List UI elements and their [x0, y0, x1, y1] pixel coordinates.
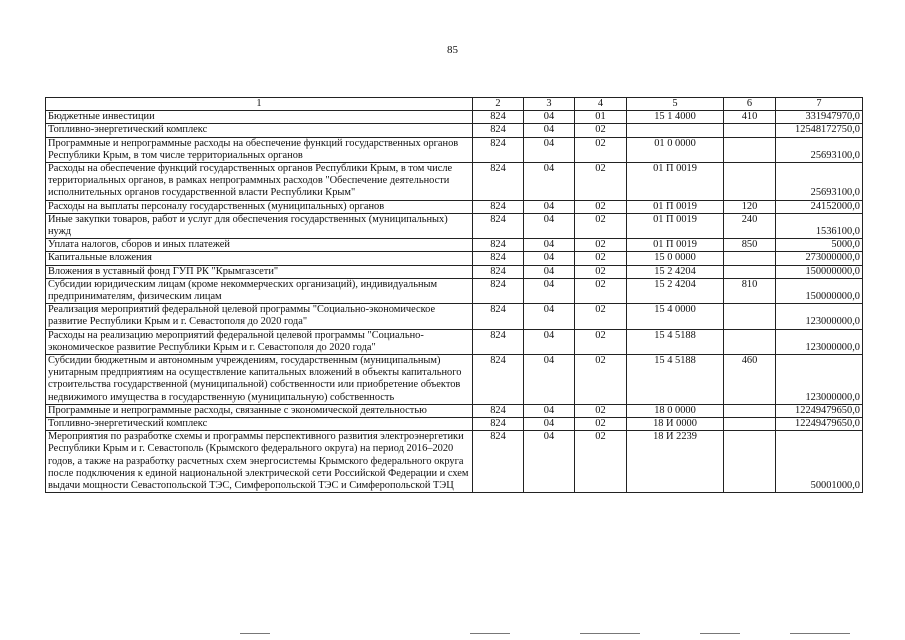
cell-section: 04	[524, 418, 575, 431]
cell-subsection: 02	[575, 431, 627, 493]
cell-amount: 5000,0	[776, 239, 863, 252]
cell-subsection: 02	[575, 329, 627, 354]
cell-target-article: 15 0 0000	[627, 252, 724, 265]
cell-admin-code: 824	[473, 404, 524, 417]
table-row	[46, 163, 863, 201]
cell-admin-code: 824	[473, 163, 524, 201]
cell-target-article: 15 2 4204	[627, 278, 724, 303]
cell-name: Иные закупки товаров, работ и услуг для обеспечения государственных (муниципальных) нужд	[46, 213, 473, 238]
cell-amount: 331947970,0	[776, 111, 863, 124]
header-cell: 1	[46, 98, 473, 111]
cell-subsection: 02	[575, 304, 627, 329]
cell-target-article: 18 И 2239	[627, 431, 724, 493]
cell-amount: 25693100,0	[776, 137, 863, 162]
cell-admin-code: 824	[473, 239, 524, 252]
cell-subsection: 02	[575, 200, 627, 213]
table-row	[46, 329, 863, 354]
cell-subsection: 02	[575, 404, 627, 417]
cell-subsection: 02	[575, 252, 627, 265]
cell-name: Топливно-энергетический комплекс	[46, 124, 473, 137]
cell-expense-type: 120	[724, 200, 776, 213]
cell-admin-code: 824	[473, 252, 524, 265]
cell-section: 04	[524, 239, 575, 252]
cell-section: 04	[524, 163, 575, 201]
cell-amount: 123000000,0	[776, 304, 863, 329]
cell-subsection: 02	[575, 418, 627, 431]
cell-admin-code: 824	[473, 213, 524, 238]
cell-name: Реализация мероприятий федеральной целевой программы "Социально-экономическое развитие Республики Крым и г. Севастополя до 2020 года"	[46, 304, 473, 329]
cell-subsection: 02	[575, 355, 627, 405]
cell-admin-code: 824	[473, 200, 524, 213]
cell-expense-type	[724, 304, 776, 329]
cell-target-article: 01 0 0000	[627, 137, 724, 162]
cell-subsection: 02	[575, 265, 627, 278]
cell-amount: 273000000,0	[776, 252, 863, 265]
header-cell: 2	[473, 98, 524, 111]
cell-amount: 50001000,0	[776, 431, 863, 493]
table-row	[46, 213, 863, 238]
cell-subsection: 02	[575, 213, 627, 238]
table-row	[46, 200, 863, 213]
table-row	[46, 252, 863, 265]
cell-subsection: 01	[575, 111, 627, 124]
cell-amount: 1536100,0	[776, 213, 863, 238]
cell-section: 04	[524, 329, 575, 354]
cell-section: 04	[524, 278, 575, 303]
cell-amount: 123000000,0	[776, 355, 863, 405]
cell-expense-type	[724, 418, 776, 431]
cell-section: 04	[524, 111, 575, 124]
cell-name: Мероприятия по разработке схемы и программы перспективного развития электроэнергетики Республики Крым и г. Севастополь (Крымского федерального округа) на период 2016–2020 годов, а также на разработку расчетных схем энергосистемы Крымского федерального округа после подключения к единой национальной электрической сети Российской Федерации и схем выдачи мощности Севастопольской ТЭС, Симферопольской ТЭС и Симферопольской ТЭЦ	[46, 431, 473, 493]
cell-section: 04	[524, 213, 575, 238]
header-cell: 5	[627, 98, 724, 111]
cell-section: 04	[524, 252, 575, 265]
cell-section: 04	[524, 124, 575, 137]
cell-expense-type: 460	[724, 355, 776, 405]
cell-name: Расходы на реализацию мероприятий федеральной целевой программы "Социально-экономическое развитие Республики Крым и г. Севастополя до 2020 года"	[46, 329, 473, 354]
header-cell: 4	[575, 98, 627, 111]
header-cell: 3	[524, 98, 575, 111]
cell-admin-code: 824	[473, 124, 524, 137]
cell-section: 04	[524, 200, 575, 213]
cell-subsection: 02	[575, 124, 627, 137]
scan-artifact-line	[470, 633, 510, 634]
cell-amount: 25693100,0	[776, 163, 863, 201]
cell-admin-code: 824	[473, 137, 524, 162]
cell-subsection: 02	[575, 278, 627, 303]
cell-target-article: 15 4 5188	[627, 355, 724, 405]
cell-admin-code: 824	[473, 418, 524, 431]
cell-expense-type	[724, 329, 776, 354]
cell-section: 04	[524, 265, 575, 278]
cell-name: Вложения в уставный фонд ГУП РК "Крымгазсети"	[46, 265, 473, 278]
scan-artifact-line	[240, 633, 270, 634]
cell-expense-type: 410	[724, 111, 776, 124]
cell-section: 04	[524, 304, 575, 329]
table-row	[46, 431, 863, 493]
table-row	[46, 239, 863, 252]
cell-admin-code: 824	[473, 111, 524, 124]
cell-admin-code: 824	[473, 431, 524, 493]
cell-target-article	[627, 124, 724, 137]
cell-target-article: 15 4 0000	[627, 304, 724, 329]
table-row	[46, 418, 863, 431]
cell-name: Топливно-энергетический комплекс	[46, 418, 473, 431]
cell-amount: 24152000,0	[776, 200, 863, 213]
cell-target-article: 18 И 0000	[627, 418, 724, 431]
cell-amount: 150000000,0	[776, 278, 863, 303]
cell-amount: 12548172750,0	[776, 124, 863, 137]
scan-artifact-line	[790, 633, 850, 634]
cell-section: 04	[524, 137, 575, 162]
cell-expense-type	[724, 137, 776, 162]
cell-name: Расходы на обеспечение функций государственных органов Республики Крым, в том числе территориальных органов, в рамках непрограммных расходов "Обеспечение деятельности исполнительных органов государственной власти Республики Крым"	[46, 163, 473, 201]
cell-expense-type	[724, 404, 776, 417]
cell-admin-code: 824	[473, 278, 524, 303]
cell-amount: 150000000,0	[776, 265, 863, 278]
table-row	[46, 278, 863, 303]
cell-target-article: 01 П 0019	[627, 200, 724, 213]
scan-artifact-line	[700, 633, 740, 634]
cell-admin-code: 824	[473, 265, 524, 278]
cell-name: Бюджетные инвестиции	[46, 111, 473, 124]
cell-amount: 12249479650,0	[776, 404, 863, 417]
cell-name: Программные и непрограммные расходы, связанные с экономической деятельностью	[46, 404, 473, 417]
cell-subsection: 02	[575, 239, 627, 252]
cell-target-article: 01 П 0019	[627, 239, 724, 252]
cell-target-article: 18 0 0000	[627, 404, 724, 417]
table-row	[46, 137, 863, 162]
cell-expense-type	[724, 265, 776, 278]
cell-admin-code: 824	[473, 355, 524, 405]
cell-name: Субсидии бюджетным и автономным учреждениям, государственным (муниципальным) унитарным предприятиям на осуществление капитальных вложений в объекты капитального строительства государственной (муниципальной) собственности или приобретение объектов недвижимого имущества в государственную (муниципальную) собственность	[46, 355, 473, 405]
table-row	[46, 265, 863, 278]
cell-target-article: 01 П 0019	[627, 213, 724, 238]
cell-amount: 12249479650,0	[776, 418, 863, 431]
scan-artifact-line	[580, 633, 640, 634]
cell-target-article: 01 П 0019	[627, 163, 724, 201]
cell-name: Расходы на выплаты персоналу государственных (муниципальных) органов	[46, 200, 473, 213]
cell-subsection: 02	[575, 137, 627, 162]
page-number: 85	[447, 44, 458, 56]
header-cell: 6	[724, 98, 776, 111]
cell-target-article: 15 4 5188	[627, 329, 724, 354]
budget-table	[45, 97, 863, 493]
cell-expense-type	[724, 124, 776, 137]
cell-section: 04	[524, 431, 575, 493]
cell-expense-type	[724, 252, 776, 265]
cell-name: Уплата налогов, сборов и иных платежей	[46, 239, 473, 252]
cell-target-article: 15 1 4000	[627, 111, 724, 124]
cell-expense-type: 810	[724, 278, 776, 303]
table-row	[46, 124, 863, 137]
cell-expense-type: 850	[724, 239, 776, 252]
table-header-row	[46, 98, 863, 111]
table-row	[46, 304, 863, 329]
cell-expense-type	[724, 431, 776, 493]
cell-expense-type	[724, 163, 776, 201]
cell-name: Программные и непрограммные расходы на обеспечение функций государственных органов Республики Крым, в том числе территориальных органов	[46, 137, 473, 162]
cell-section: 04	[524, 355, 575, 405]
table-body	[46, 98, 863, 493]
cell-amount: 123000000,0	[776, 329, 863, 354]
cell-target-article: 15 2 4204	[627, 265, 724, 278]
cell-expense-type: 240	[724, 213, 776, 238]
cell-admin-code: 824	[473, 304, 524, 329]
table-row	[46, 404, 863, 417]
cell-name: Субсидии юридическим лицам (кроме некоммерческих организаций), индивидуальным предпринимателям, физическим лицам	[46, 278, 473, 303]
cell-subsection: 02	[575, 163, 627, 201]
cell-admin-code: 824	[473, 329, 524, 354]
table-row	[46, 111, 863, 124]
cell-section: 04	[524, 404, 575, 417]
cell-name: Капитальные вложения	[46, 252, 473, 265]
table-row	[46, 355, 863, 405]
header-cell: 7	[776, 98, 863, 111]
